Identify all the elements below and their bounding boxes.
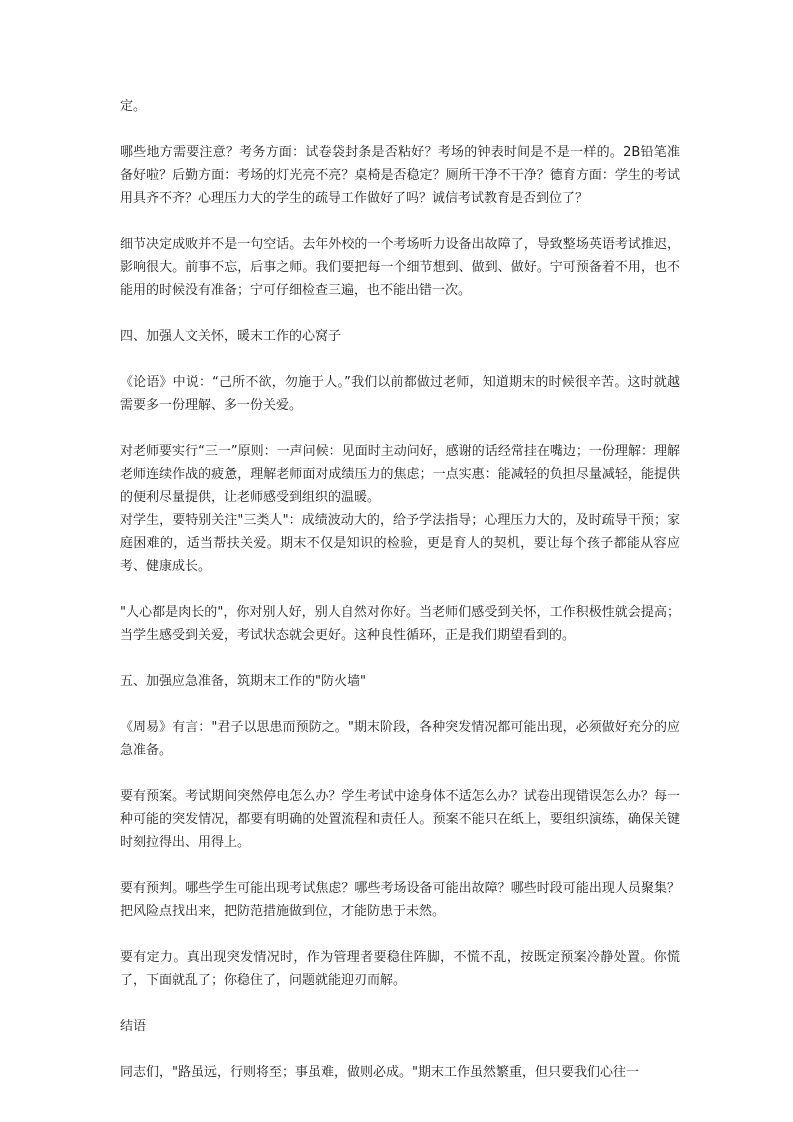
- paragraph-attention-points: 哪些地方需要注意？考务方面：试卷袋封条是否粘好？考场的钟表时间是不是一样的。2B铅笔准备好啦？后勤方面：考场的灯光亮不亮？桌椅是否稳定？厕所干净不干净？德育方面：学生的考试用具齐不齐？心理压力大的学生的疏导工作做好了吗？诚信考试教育是否到位了？: [120, 145, 680, 206]
- paragraph-contingency-plan: 要有预案。考试期间突然停电怎么办？学生考试中途身体不适怎么办？试卷出现错误怎么办？每一种可能的突发情况，都要有明确的处置流程和责任人。预案不能只在纸上，要组织演练，确保关键时刻拉得出、用得上。: [120, 789, 680, 850]
- section-heading-conclusion: 结语: [120, 1019, 147, 1034]
- paragraph-student-care: 对学生，要特别关注"三类人"：成绩波动大的，给予学法指导；心理压力大的，及时疏导干预；家庭困难的，适当帮扶关爱。期末不仅是知识的检验，更是育人的契机，要让每个孩子都能从容应考、健康成长。: [120, 513, 680, 574]
- paragraph-details-matter: 细节决定成败并不是一句空话。去年外校的一个考场听力设备出故障了，导致整场英语考试推迟，影响很大。前事不忘，后事之师。我们要把每一个细节想到、做到、做好。宁可预备着不用，也不能用的时候没有准备；宁可仔细检查三遍，也不能出错一次。: [120, 237, 680, 298]
- section-heading-4: 四、加强人文关怀，暖末工作的心窝子: [120, 329, 342, 344]
- paragraph-closing-fragment: 定。: [120, 99, 147, 114]
- paragraph-teacher-care: 对老师要实行“三一”原则：一声问候：见面时主动问好，感谢的话经常挂在嘴边；一份理解：理解老师连续作战的疲惫，理解老师面对成绩压力的焦虑；一点实惠：能减轻的负担尽量减轻，能提供的便利尽量提供，让老师感受到组织的温暖。: [120, 444, 680, 505]
- paragraph-composure: 要有定力。真出现突发情况时，作为管理者要稳住阵脚，不慌不乱，按既定预案冷静处置。你慌了，下面就乱了；你稳住了，问题就能迎刃而解。: [120, 950, 680, 988]
- section-heading-5: 五、加强应急准备，筑期末工作的"防火墙": [120, 674, 366, 689]
- paragraph-good-cycle: "人心都是肉长的"，你对别人好，别人自然对你好。当老师们感受到关怀，工作积极性就会提高；当学生感受到关爱，考试状态就会更好。这种良性循环，正是我们期望看到的。: [120, 605, 680, 643]
- paragraph-analects-quote: 《论语》中说：“己所不欲，勿施于人。”我们以前都做过老师，知道期末的时候很辛苦。这时就越需要多一份理解、多一份关爱。: [120, 375, 680, 413]
- paragraph-anticipation: 要有预判。哪些学生可能出现考试焦虑？哪些考场设备可能出故障？哪些时段可能出现人员聚集？把风险点找出来，把防范措施做到位，才能防患于未然。: [120, 881, 680, 919]
- document-body: [120, 95, 680, 1084]
- paragraph-zhouyi-quote: 《周易》有言："君子以思患而预防之。"期末阶段，各种突发情况都可能出现，必须做好充分的应急准备。: [120, 720, 680, 758]
- paragraph-conclusion: 同志们，"路虽远，行则将至；事虽难，做则必成。"期末工作虽然繁重，但只要我们心往一: [120, 1065, 639, 1080]
